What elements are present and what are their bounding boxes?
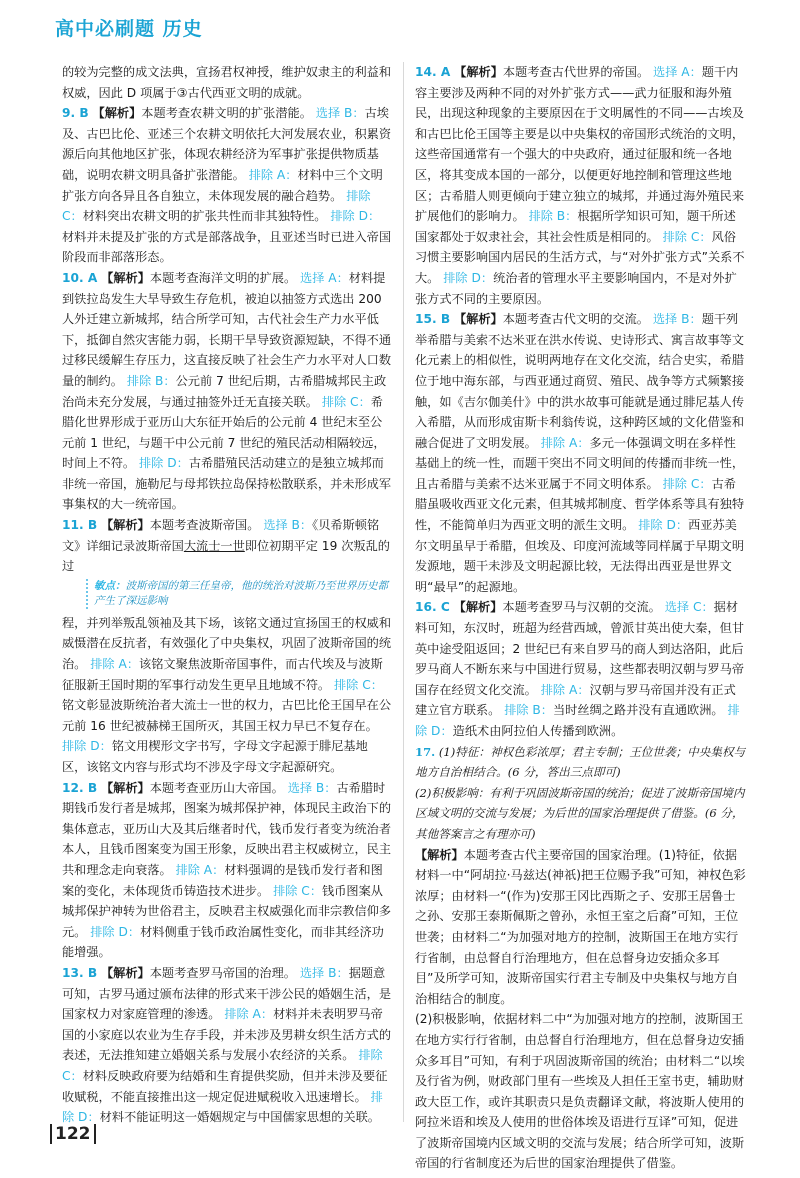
analysis-tag: 【解析】	[454, 312, 503, 327]
exclude-text: 材料反映政府要为结婚和生育提供奖励，但并未涉及要征收赋税，不能直接推出这一规定促进赋税收入迅速增长。	[62, 1068, 388, 1104]
exclude-label: 排除 C：	[662, 229, 712, 244]
question-number: 16. C	[415, 600, 450, 615]
exclude-text: 根据所学知识可知，题干所述国家都处于奴隶社会，其社会性质是相同的。	[415, 209, 736, 244]
exclude-text: 造纸术由阿拉伯人传播到欧洲。	[452, 724, 624, 738]
continued-paragraph	[62, 62, 392, 103]
exclude-label: 排除 D：	[638, 518, 689, 533]
exclude-text: 铭文用楔形文字书写，字母文字起源于腓尼基地区，该铭文内容与形式均不涉及字母文字起源研究。	[62, 739, 368, 774]
analysis-tag: 【解析】	[453, 600, 503, 615]
choose-text: 据题意可知，古罗马通过颁布法律的形式来干涉公民的婚姻生活，是国家权力对家庭管理的渗透。	[62, 965, 392, 1022]
exclude-text: 古希腊殖民活动建立的是独立城邦而非统一帝国，施勒尼与母邦铁拉岛保持松散联系，并未形成军事集权的大一统帝国。	[62, 456, 392, 512]
exclude-label: 排除 D：	[139, 456, 189, 471]
exclude-text: 风俗习惯主要影响国内居民的生活方式，与“对外扩张方式”关系不大。	[415, 229, 745, 285]
exclude-text: 材料并未提及扩张的方式是部落战争，且亚述当时已进入帝国阶段而非部落形态。	[62, 229, 392, 265]
question-number: 14. A	[415, 65, 451, 79]
exclude-label: 排除 B：	[504, 703, 553, 718]
exclude-label: 排除 C：	[662, 476, 712, 491]
exclude-label: 排除 C：	[334, 677, 383, 692]
analysis-tag: 【解析】	[101, 780, 150, 795]
question-topic: 本题考查海洋文明的扩展。	[149, 270, 297, 285]
exclude-label: 排除 D：	[62, 1089, 383, 1125]
exclude-text: 钱币图案从城邦保护神转为世俗君主，反映君主权威强化而非宗教信仰多元。	[62, 883, 392, 939]
exclude-text: 材料中三个文明扩张方向各异且各自独立，未体现发展的融合趋势。	[62, 167, 383, 203]
exclude-label: 排除 A：	[540, 435, 590, 450]
question-number: 15. B	[415, 312, 451, 327]
question-number: 13. B	[62, 965, 98, 980]
exclude-text: 西亚苏美尔文明虽早于希腊，但埃及、印度河流域等同样属于早期文明发源地，题干未涉及文明起源比较，无法得出西亚是世界文明“最早”的起源地。	[415, 518, 745, 594]
question-number: 12. B	[62, 780, 98, 795]
question-topic: 本题考查罗马帝国的治理。	[149, 965, 296, 980]
choose-text: 程，并列举叛乱领袖及其下场，该铭文通过宣扬国王的权威和威慑潜在反抗者，有效强化了中央集权，巩固了波斯帝国的统治。	[62, 615, 392, 672]
exclude-label: 排除 D：	[415, 703, 740, 738]
choose-text: 材料提到铁拉岛发生大旱导致生存危机，被迫以抽签方式选出 200 人外迁建立新城邦，结合所学可知，古代社会生产力水平低下，抵御自然灾害能力弱，长期干旱导致资源短缺，不得不通过移民缓解生存压力，这直接反映了社会生产力水平对人口数量的制约。	[62, 270, 392, 388]
question-topic: 本题考查农耕文明的扩张潜能。	[141, 106, 312, 121]
exclude-text: 统治者的管理水平主要影响国内，不是对外扩张方式不同的主要原因。	[415, 270, 737, 306]
analysis-tag: 【解析】	[415, 847, 464, 862]
exclude-label: 排除 D：	[90, 924, 141, 939]
analysis-tag: 【解析】	[101, 270, 150, 285]
analysis-tag: 【解析】	[454, 65, 503, 79]
exclude-text: 材料不能证明这一婚姻规定与中国儒家思想的关联。	[99, 1110, 380, 1125]
continued-text: 的较为完整的成文法典，宣扬君权神授，维护奴隶主的利益和权威，因此 D 项属于③古代西亚文明的成就。	[62, 65, 392, 100]
choose-label: 选择 A：	[300, 270, 349, 285]
margin-note	[86, 579, 392, 609]
exclude-text: 材料侧重于钱币政治属性变化，而非其经济功能增强。	[62, 924, 384, 960]
question-16	[415, 597, 747, 741]
question-14	[415, 62, 747, 309]
exclude-text: 当时丝绸之路并没有直通欧洲。	[553, 703, 724, 718]
choose-label: 选择 B：	[263, 518, 313, 533]
analysis-tag: 【解析】	[101, 965, 150, 980]
exclude-label: 排除 C：	[62, 1048, 383, 1083]
exclude-text: 铭文彰显波斯统治者大流士一世的权力，古巴比伦王国早在公元前 16 世纪被赫梯王国所灭，其国王权力早已不复存在。	[62, 698, 392, 733]
choose-label: 选择 B：	[287, 780, 337, 795]
choose-label: 选择 C：	[664, 600, 714, 615]
choose-label: 选择 B：	[652, 312, 702, 327]
choose-text: 据材料可知，东汉时，班超为经营西域，曾派甘英出使大秦，但甘英中途受阻返回；2 世纪已有来自罗马的商人到达洛阳，此后罗马商人不断东来与中国进行贸易，这些都表明汉朝与罗马帝国存在经贸文化交流。	[415, 600, 745, 697]
exclude-label: 排除 A：	[248, 167, 298, 182]
answer-text: (2)积极影响：有利于巩固波斯帝国的统治；促进了波斯帝国境内区域文明的交流与发展；为后世的国家治理提供了借鉴。(6 分，其他答案言之有理亦可)	[415, 785, 745, 841]
choose-text: 题干列举希腊与美索不达米亚在洪水传说、史诗形式、寓言故事等文化元素上的相似性，说明两地存在文化交流，结合史实，希腊位于地中海东部，与西亚通过商贸、殖民、战争等方式频繁接触，如《吉尔伽美什》中的洪水故事可能就是通过腓尼基人传入希腊，从而形成宙斯卡利翁传说，这种跨区域的文化借鉴和融合促进了文明发展。	[415, 312, 745, 450]
exclude-label: 排除 C：	[62, 188, 371, 224]
exclude-text: 该铭文聚焦波斯帝国事件，而古代埃及与波斯征服新王国时期的军事行动发生更早且地域不符。	[62, 657, 383, 692]
exclude-label: 排除 A：	[224, 1007, 274, 1022]
question-17-explanation-2	[415, 1009, 747, 1174]
question-12	[62, 778, 392, 963]
question-10	[62, 268, 392, 515]
column-divider	[403, 62, 404, 1122]
analysis-tag: 【解析】	[101, 518, 150, 533]
right-column	[415, 62, 747, 1174]
page-header-title: 高中必刷题 历史	[55, 18, 203, 40]
exclude-label: 排除 B：	[126, 373, 176, 388]
exclude-label: 排除 C：	[273, 883, 323, 898]
explanation-text: (2)积极影响，依据材料二中“为加强对地方的控制，波斯国王在地方实行行省制，由总督自行治理地方，但在总督身边安插众多耳目”可知，有利于巩固波斯帝国的统治；由材料二“以埃及行省为例，财政部门里有一些埃及人担任王室书吏，辅助财政大臣工作，或许其职责只是负责翻译文献，将波斯人使用的阿拉米语和埃及人使用的世俗体埃及语进行互译”可知，促进了波斯帝国境内区域文明的交流与发展；结合所学可知，波斯帝国的行省制度还为后世的国家治理提供了借鉴。	[415, 1012, 745, 1171]
question-number: 9. B	[62, 106, 89, 121]
note-text: 波斯帝国的第三任皇帝，他的统治对波斯乃至世界历史都产生了深远影响	[94, 579, 388, 607]
question-topic: 本题考查罗马与汉朝的交流。	[502, 600, 661, 615]
underlined-name: 大流士一世	[183, 538, 245, 553]
question-number: 11. B	[62, 518, 98, 533]
question-17-answer-2	[415, 783, 747, 845]
question-11	[62, 515, 392, 577]
question-topic: 本题考查波斯帝国。	[149, 518, 260, 533]
exclude-text: 汉朝与罗马帝国并没有正式建立官方联系。	[415, 682, 736, 718]
question-17-answer-1	[415, 742, 747, 783]
question-15	[415, 309, 747, 597]
exclude-label: 排除 C：	[321, 394, 371, 409]
exclude-label: 排除 D：	[62, 739, 112, 754]
exclude-label: 排除 A：	[175, 862, 225, 877]
question-topic: 本题考查亚历山大帝国。	[149, 780, 284, 795]
question-number: 17.	[415, 744, 436, 759]
answer-text: (1)特征：神权色彩浓厚；君主专制；王位世袭；中央集权与地方自治相结合。(6 分，答出三点即可)	[415, 744, 746, 780]
exclude-text: 多元一体强调文明在多样性基础上的统一性，而题干突出不同文明间的传播而非统一性，且古希腊与美索不达米亚属于不同文明体系。	[415, 435, 745, 491]
choose-label: 选择 A：	[653, 65, 702, 79]
exclude-text: 公元前 7 世纪后期，古希腊城邦民主政治尚未充分发展，与通过抽签外迁无直接关联。	[62, 373, 387, 409]
exclude-text: 材料强调的是钱币发行者和图案的变化，未体现货币铸造技术进步。	[62, 862, 383, 898]
exclude-label: 排除 B：	[528, 209, 578, 224]
choose-label: 选择 B：	[299, 965, 349, 980]
question-17-explanation-1	[415, 845, 747, 1010]
page-number: 122	[50, 1124, 96, 1144]
choose-text: 题干内容主要涉及两种不同的对外扩张方式——武力征服和海外殖民，出现这种现象的主要原因在于文明属性的不同——古埃及和古巴比伦王国等主要是以中央集权的帝国形式统治的文明，这些帝国通常有一个强大的中央政府，通过征服和统一各地区，将其变成本国的一部分，以便更好地控制和管理这些地区；古希腊人则更倾向于建立独立的城邦，并通过海外殖民来扩展他们的影响力。	[415, 65, 745, 224]
question-topic: 本题考查古代世界的帝国。	[502, 65, 650, 79]
question-9	[62, 103, 392, 268]
exclude-text: 材料突出农耕文明的扩张共性而非其独特性。	[82, 209, 327, 224]
exclude-text: 材料并未表明罗马帝国的小家庭以农业为生存手段，并未涉及男耕女织生活方式的表述，无法推知建立婚姻关系与发展小农经济的关系。	[62, 1007, 392, 1063]
analysis-tag: 【解析】	[92, 106, 142, 121]
choose-text: 《贝希斯顿铭文》详细记录波斯帝国	[62, 518, 380, 553]
exclude-label: 排除 D：	[330, 209, 381, 224]
question-topic: 本题考查古代文明的交流。	[502, 312, 649, 327]
question-11-continued	[62, 613, 392, 778]
exclude-label: 排除 A：	[90, 657, 140, 672]
note-tag: 敏点：	[94, 579, 126, 592]
exclude-label: 排除 D：	[443, 270, 494, 285]
exclude-label: 排除 A：	[540, 682, 590, 697]
question-number: 10. A	[62, 270, 98, 285]
choose-text: 古希腊时期钱币发行者是城邦，图案为城邦保护神，体现民主政治下的集体意志，亚历山大及其后继者时代，钱币发行者变为统治者本人，且钱币图案变为国王形象，反映出君主权威树立，民主共和理念走向衰落。	[62, 780, 392, 877]
explanation-text: 本题考查古代主要帝国的国家治理。(1)特征，依据材料一中“阿胡拉·马兹达(神祇)把王位赐予我”可知，神权色彩浓厚；由材料一“(作为)安那王冈比西斯之子、安那王居鲁士之孙、安那王泰斯佩斯之曾孙，永恒王室之后裔”可知，王位世袭；由材料二“为加强对地方的控制，波斯国王在地方实行行省制，由总督自行治理地方，但在总督身边安插众多耳目”及所学可知，波斯帝国实行君主专制及中央集权与地方自治相结合的制度。	[415, 847, 746, 1006]
choose-text: 即位初期平定 19 次叛乱的过	[62, 538, 390, 574]
exclude-text: 希腊化世界形成于亚历山大东征开始后的公元前 4 世纪末至公元前 1 世纪，与题干中公元前 7 世纪的殖民活动相隔较远，时间上不符。	[62, 394, 386, 471]
choose-label: 选择 B：	[315, 106, 365, 121]
choose-text: 古埃及、古巴比伦、亚述三个农耕文明依托大河发展农业，积累资源后向其他地区扩张，体现农耕经济为军事扩张提供物质基础，说明农耕文明具备扩张潜能。	[62, 106, 392, 182]
question-13	[62, 963, 392, 1128]
exclude-text: 古希腊虽吸收西亚文化元素，但其城邦制度、哲学体系等具有独特性，不能简单归为西亚文明的派生文明。	[415, 476, 745, 533]
left-column	[62, 62, 392, 1128]
